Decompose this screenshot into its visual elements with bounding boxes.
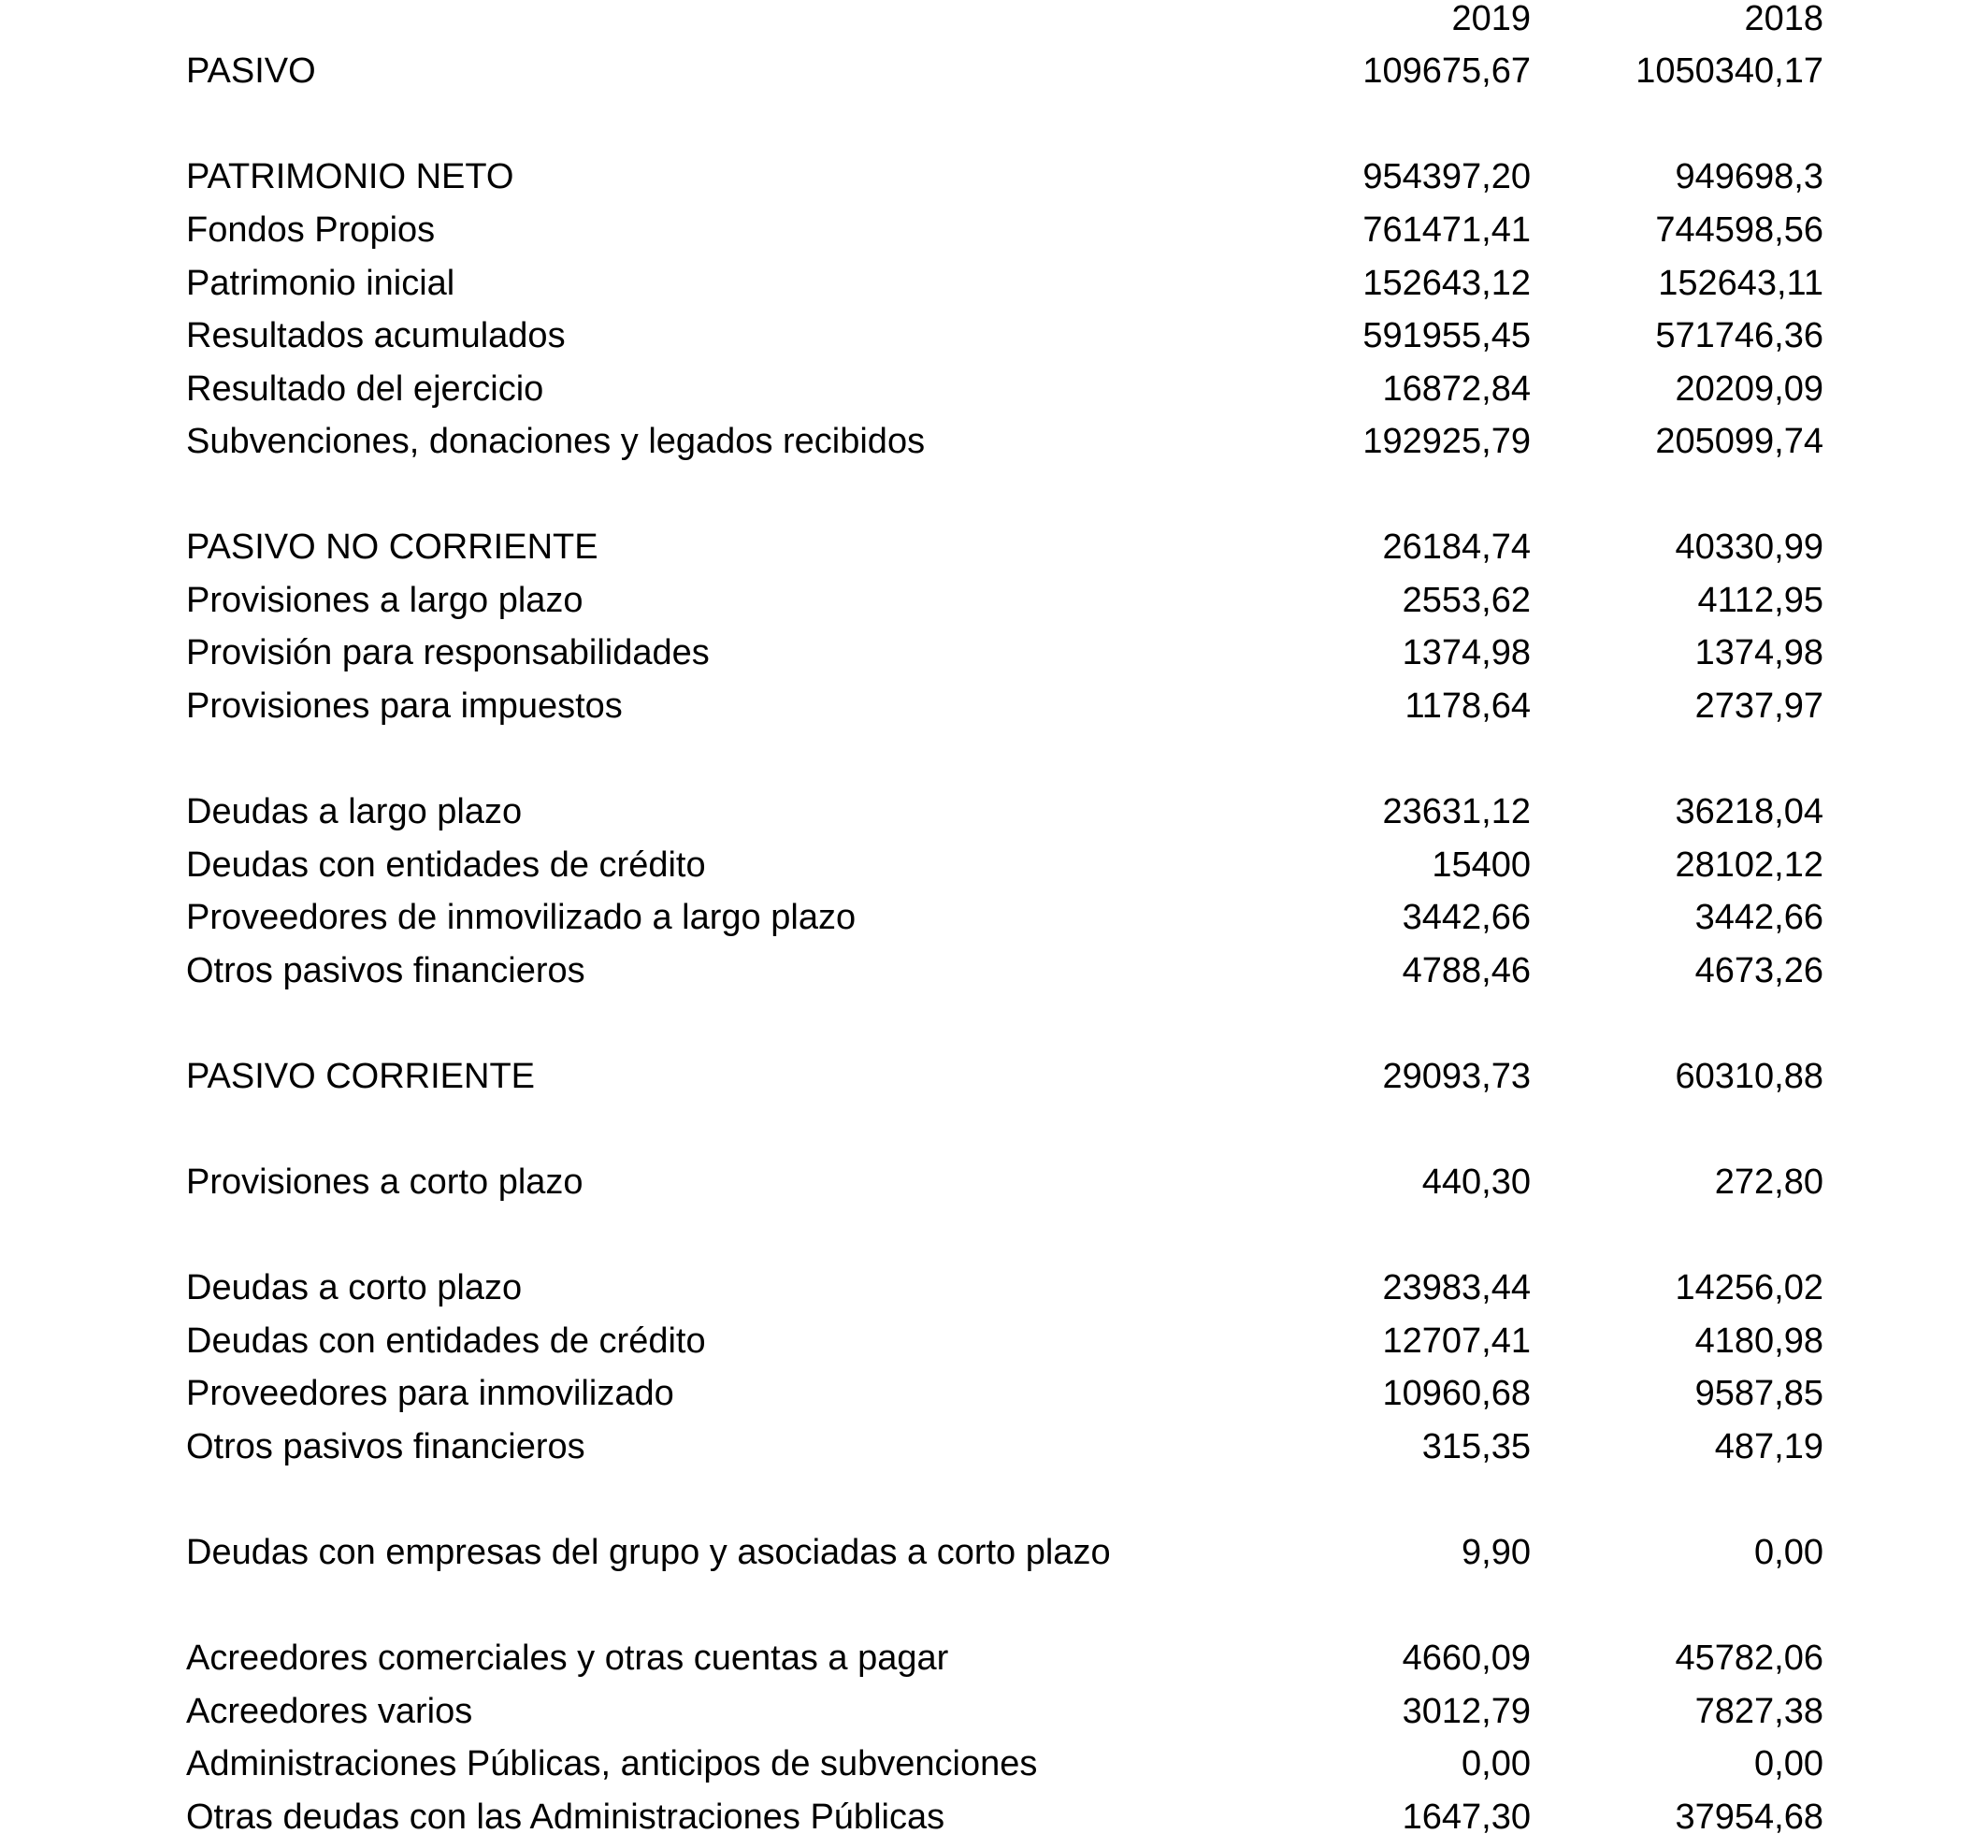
table-row	[0, 204, 1988, 256]
value-2019: 192925,79	[1362, 422, 1531, 461]
value-2019: 10960,68	[1382, 1374, 1531, 1413]
value-2019: 0,00	[1462, 1744, 1531, 1783]
row-label: Proveedores de inmovilizado a largo plazo	[186, 898, 857, 937]
value-2018: 28102,12	[1675, 845, 1823, 885]
value-2019: 23983,44	[1382, 1268, 1531, 1307]
table-row	[0, 945, 1988, 997]
table-row	[0, 1685, 1988, 1738]
row-label: Otros pasivos financieros	[186, 1427, 585, 1466]
table-row	[0, 1791, 1988, 1843]
value-2019: 2553,62	[1402, 581, 1531, 620]
row-label: Deudas a corto plazo	[186, 1268, 523, 1307]
table-row	[0, 363, 1988, 415]
value-2019: 1178,64	[1405, 686, 1531, 726]
table-row	[0, 521, 1988, 573]
table-row	[0, 680, 1988, 732]
value-2018: 40330,99	[1675, 527, 1823, 567]
value-2018: 0,00	[1754, 1744, 1823, 1783]
value-2019: 440,30	[1421, 1162, 1531, 1202]
row-label: PASIVO NO CORRIENTE	[186, 527, 598, 567]
value-2018: 4112,95	[1697, 581, 1823, 620]
value-2019: 152643,12	[1362, 264, 1531, 303]
row-label: Provisiones a corto plazo	[186, 1162, 583, 1202]
table-row	[0, 1738, 1988, 1790]
year-2019-header: 2019	[1451, 0, 1531, 38]
row-label: Otras deudas con las Administraciones Públicas	[186, 1797, 945, 1837]
value-2019: 1374,98	[1402, 633, 1531, 672]
row-label: Acreedores varios	[186, 1692, 473, 1731]
value-2019: 761471,41	[1362, 210, 1531, 250]
value-2018: 36218,04	[1675, 792, 1823, 831]
value-2018: 571746,36	[1655, 316, 1823, 355]
value-2018: 14256,02	[1675, 1268, 1823, 1307]
value-2018: 744598,56	[1655, 210, 1823, 250]
value-2018: 4673,26	[1694, 951, 1823, 990]
table-row	[0, 1262, 1988, 1314]
row-label: Provisiones a largo plazo	[186, 581, 583, 620]
value-2019: 109675,67	[1362, 51, 1531, 91]
table-row	[0, 891, 1988, 944]
value-2018: 487,19	[1714, 1427, 1823, 1466]
value-2018: 45782,06	[1675, 1639, 1823, 1678]
value-2018: 1374,98	[1694, 633, 1823, 672]
value-2018: 272,80	[1714, 1162, 1823, 1202]
value-2018: 20209,09	[1675, 369, 1823, 409]
value-2019: 9,90	[1462, 1533, 1531, 1572]
value-2019: 315,35	[1421, 1427, 1531, 1466]
table-row	[0, 45, 1988, 97]
table-row	[0, 1632, 1988, 1684]
value-2019: 3012,79	[1402, 1692, 1531, 1731]
row-label: Resultado del ejercicio	[186, 369, 544, 409]
table-row	[0, 1367, 1988, 1420]
row-label: PASIVO	[186, 51, 316, 91]
table-row	[0, 627, 1988, 679]
value-2019: 15400	[1432, 845, 1531, 885]
row-label: Acreedores comerciales y otras cuentas a pagar	[186, 1639, 949, 1678]
row-label: PASIVO CORRIENTE	[186, 1057, 536, 1096]
value-2019: 23631,12	[1382, 792, 1531, 831]
year-header-row	[0, 0, 1988, 45]
value-2018: 0,00	[1754, 1533, 1823, 1572]
value-2018: 949698,3	[1675, 157, 1823, 196]
table-row	[0, 1156, 1988, 1208]
row-label: Resultados acumulados	[186, 316, 566, 355]
row-label: PATRIMONIO NETO	[186, 157, 514, 196]
value-2019: 1647,30	[1402, 1797, 1531, 1837]
value-2019: 12707,41	[1382, 1321, 1531, 1361]
table-row	[0, 415, 1988, 468]
value-2018: 37954,68	[1675, 1797, 1823, 1837]
row-label: Administraciones Públicas, anticipos de subvenciones	[186, 1744, 1038, 1783]
value-2019: 16872,84	[1382, 369, 1531, 409]
row-label: Provisiones para impuestos	[186, 686, 623, 726]
row-label: Deudas a largo plazo	[186, 792, 523, 831]
value-2019: 29093,73	[1382, 1057, 1531, 1096]
value-2019: 591955,45	[1362, 316, 1531, 355]
value-2018: 152643,11	[1658, 264, 1823, 303]
row-label: Deudas con entidades de crédito	[186, 845, 706, 885]
row-label: Proveedores para inmovilizado	[186, 1374, 674, 1413]
row-label: Deudas con entidades de crédito	[186, 1321, 706, 1361]
value-2019: 3442,66	[1402, 898, 1531, 937]
table-row	[0, 1421, 1988, 1473]
year-2018-header: 2018	[1744, 0, 1823, 38]
value-2018: 3442,66	[1694, 898, 1823, 937]
table-row	[0, 574, 1988, 627]
table-row	[0, 1315, 1988, 1367]
value-2018: 60310,88	[1675, 1057, 1823, 1096]
table-row	[0, 1526, 1988, 1579]
value-2018: 4180,98	[1694, 1321, 1823, 1361]
value-2018: 1050340,17	[1635, 51, 1823, 91]
row-label: Otros pasivos financieros	[186, 951, 585, 990]
row-label: Patrimonio inicial	[186, 264, 455, 303]
table-row	[0, 786, 1988, 838]
table-row	[0, 151, 1988, 203]
value-2018: 205099,74	[1655, 422, 1823, 461]
value-2018: 2737,97	[1694, 686, 1823, 726]
value-2019: 4660,09	[1402, 1639, 1531, 1678]
table-row	[0, 1050, 1988, 1103]
row-label: Subvenciones, donaciones y legados recibidos	[186, 422, 926, 461]
row-label: Provisión para responsabilidades	[186, 633, 710, 672]
row-label: Deudas con empresas del grupo y asociadas a corto plazo	[186, 1533, 1111, 1572]
table-row	[0, 257, 1988, 310]
value-2019: 4788,46	[1402, 951, 1531, 990]
row-label: Fondos Propios	[186, 210, 436, 250]
table-row	[0, 839, 1988, 891]
value-2019: 26184,74	[1382, 527, 1531, 567]
value-2018: 9587,85	[1694, 1374, 1823, 1413]
table-row	[0, 310, 1988, 362]
value-2018: 7827,38	[1694, 1692, 1823, 1731]
value-2019: 954397,20	[1362, 157, 1531, 196]
